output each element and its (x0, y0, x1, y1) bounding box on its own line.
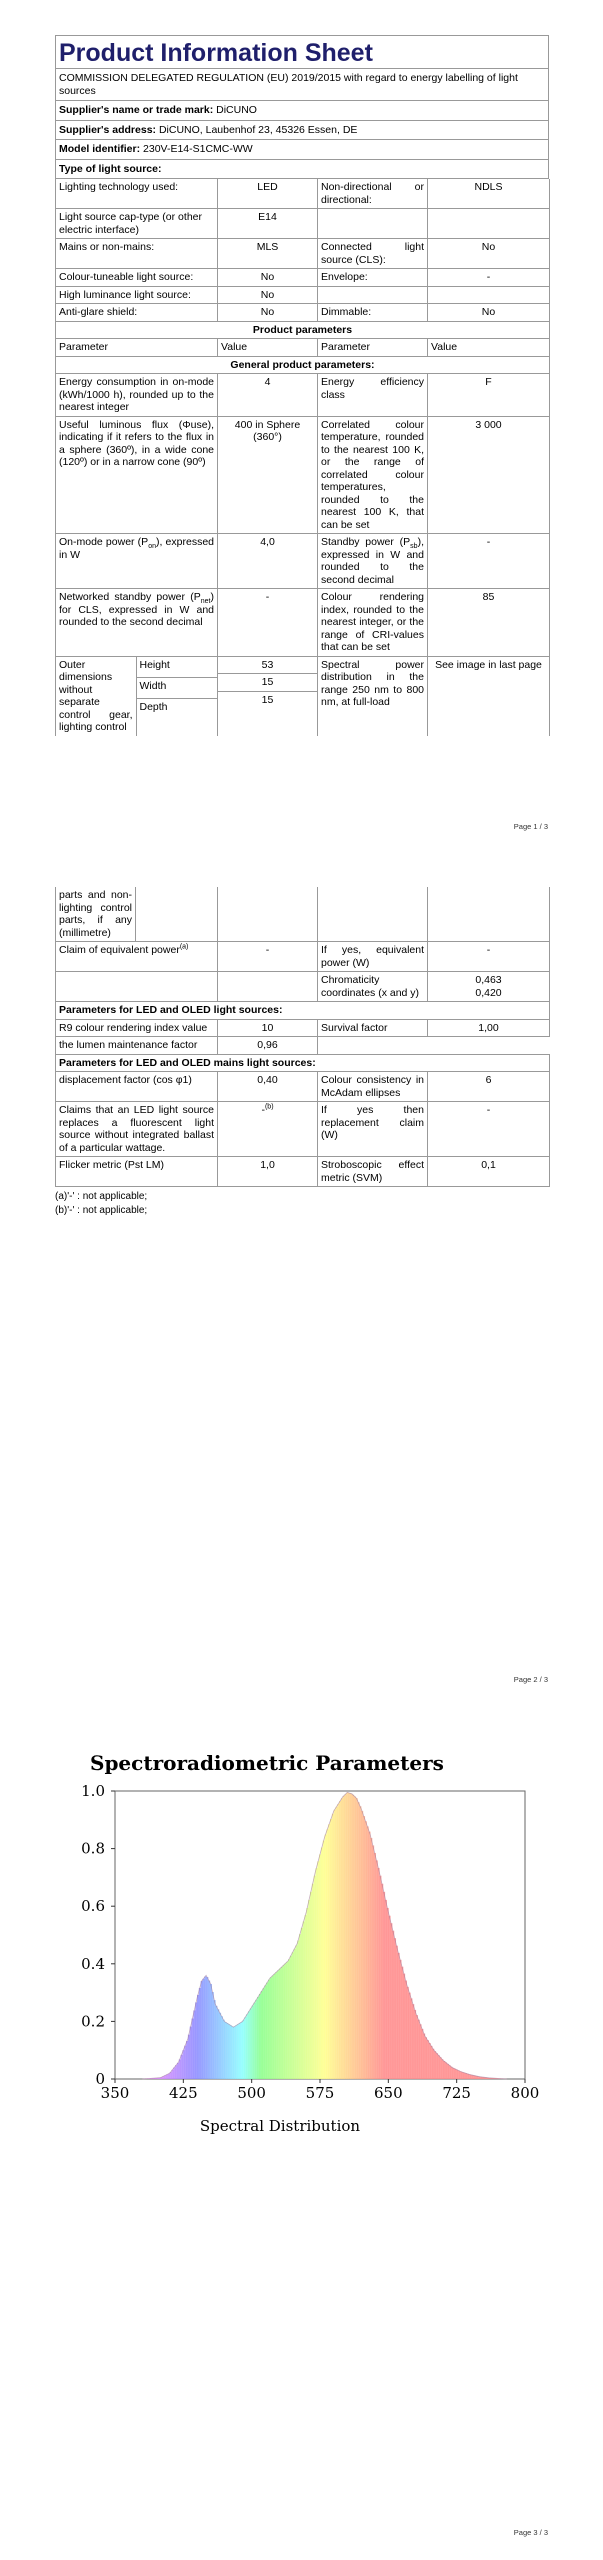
supplier-address-label: Supplier's address: (59, 123, 157, 136)
equivalent-power-label: If yes, equivalent power (W) (318, 942, 428, 972)
table-row (56, 1102, 550, 1157)
dimensions-label-part1: Outer dimensions without separate control gear, lighting control (56, 657, 136, 736)
x-tick-label: 575 (305, 2084, 335, 2102)
page-number: Page 1 / 3 (513, 822, 548, 831)
replacement-claim-label: If yes then replacement claim (W) (318, 1102, 428, 1157)
table-row (56, 656, 550, 736)
chromaticity-value: 0,463 0,420 (428, 972, 550, 1002)
spd-label: Spectral power distribution in the range 250 nm to 800 nm, at full-load (318, 656, 428, 736)
table-row (56, 321, 550, 339)
table-row (56, 1072, 550, 1102)
survival-value: 1,00 (428, 1019, 550, 1037)
standby-label: Standby power $(P_{sb})$, expressed in W and rounded to the second decimal (318, 534, 428, 589)
supplier-address-row (55, 121, 549, 141)
table-row (56, 1054, 550, 1072)
cri-label: Colour rendering index, rounded to the nearest integer, or the range of CRI-values that can be set (318, 589, 428, 657)
high-luminance-label: High luminance light source: (56, 286, 218, 304)
networked-standby-label: Networked standby power $(P_{net})$ for CLS, expressed in W and rounded to the second decimal (56, 589, 218, 657)
envelope-label: Envelope: (318, 269, 428, 287)
x-tick-label: 800 (510, 2084, 540, 2102)
table-row (56, 209, 550, 239)
led-parameters-header: Parameters for LED and OLED light sources: (56, 1002, 550, 1020)
lumen-maintenance-value: 0,96 (218, 1037, 318, 1055)
model-identifier-label: Model identifier: (59, 143, 141, 155)
table-row (56, 1157, 550, 1187)
flicker-value: 1,0 (218, 1157, 318, 1187)
y-tick-label: 1.0 (81, 1782, 105, 1800)
onmode-label: On-mode power $(P_{on})$, expressed in W (56, 534, 218, 589)
tech-label: Lighting technology used: (56, 179, 218, 209)
table-row (56, 942, 550, 972)
colour-consistency-label: Colour consistency in McAdam ellipses (318, 1072, 428, 1102)
type-of-light-source-header: Type of light source: (55, 160, 549, 180)
light-source-table (55, 179, 550, 736)
table-row (56, 179, 550, 209)
svm-value: 0,1 (428, 1157, 550, 1187)
equivalent-power-claim-label: Claim of equivalent power$^{(a)}$ (56, 942, 218, 972)
directional-label: Non-directional or directional: (318, 179, 428, 209)
mains-label: Mains or non-mains: (56, 239, 218, 269)
x-tick-label: 500 (237, 2084, 266, 2102)
product-information-sheet (55, 35, 549, 736)
table-row (56, 374, 550, 417)
directional-value: NDLS (428, 179, 550, 209)
energy-value: 4 (218, 374, 318, 417)
energy-label: Energy consumption in on-mode (kWh/1000 h), rounded up to the nearest integer (56, 374, 218, 417)
equivalent-power-value: - (428, 942, 550, 972)
supplier-name-value: DiCUNO (216, 104, 257, 116)
fluorescent-claim-label: Claims that an LED light source replaces a fluorescent light source without integrated ballast of a particular wattage. (56, 1102, 218, 1157)
y-tick-label: 0.4 (81, 1954, 105, 1973)
tech-value: LED (218, 179, 318, 209)
equivalent-power-claim-value: - (218, 942, 318, 972)
product-information-sheet-continued (55, 887, 549, 1218)
table-row (56, 286, 550, 304)
table-row (56, 269, 550, 287)
mains-value: MLS (218, 239, 318, 269)
mains-parameters-header: Parameters for LED and OLED mains light sources: (56, 1054, 550, 1072)
x-axis-label: Spectral Distribution (199, 2117, 361, 2135)
supplier-name-row (55, 101, 549, 121)
flux-label: Useful luminous flux (Φuse), indicating if it refers to the flux in a sphere (360º), in a wide cone (120º) or in a narrow cone (90º) (56, 416, 218, 534)
general-parameters-header: General product parameters: (56, 356, 550, 374)
sheet-title: Product Information Sheet (55, 35, 549, 68)
r9-label: R9 colour rendering index value (56, 1019, 218, 1037)
col-parameter: Parameter (318, 339, 428, 357)
anti-glare-value: No (218, 304, 318, 322)
spectral-distribution-chart (60, 1781, 540, 2161)
height-label: Height (136, 657, 218, 678)
cct-value: 3 000 (428, 416, 550, 534)
eec-label: Energy efficiency class (318, 374, 428, 417)
chromaticity-label: Chromaticity coordinates (x and y) (318, 972, 428, 1002)
cls-label: Connected light source (CLS): (318, 239, 428, 269)
chart-title: Spectroradiometric Parameters (90, 1751, 444, 1775)
colour-tuneable-label: Colour-tuneable light source: (56, 269, 218, 287)
page-2 (0, 853, 603, 1706)
x-tick-label: 425 (169, 2084, 198, 2102)
page-number: Page 2 / 3 (513, 1675, 548, 1684)
page-number: Page 3 / 3 (513, 2528, 548, 2537)
cri-value: 85 (428, 589, 550, 657)
eec-value: F (428, 374, 550, 417)
x-tick-label: 650 (374, 2084, 403, 2102)
fluorescent-claim-value: -$^{(b)}$ (218, 1102, 318, 1157)
model-identifier-row (55, 140, 549, 160)
col-value: Value (428, 339, 550, 357)
table-row (56, 1037, 550, 1055)
col-parameter: Parameter (56, 339, 218, 357)
cls-value: No (428, 239, 550, 269)
product-parameters-header: Product parameters (56, 321, 550, 339)
flux-value: 400 in Sphere (360°) (218, 416, 318, 534)
high-luminance-value: No (218, 286, 318, 304)
table-row (56, 339, 550, 357)
page-1 (0, 0, 603, 853)
x-tick-label: 350 (100, 2084, 130, 2102)
spd-value: See image in last page (428, 656, 550, 736)
anti-glare-label: Anti-glare shield: (56, 304, 218, 322)
r9-value: 10 (218, 1019, 318, 1037)
dimmable-value: No (428, 304, 550, 322)
footnote-a: (a)'-' : not applicable; (55, 1191, 148, 1202)
dimmable-label: Dimmable: (318, 304, 428, 322)
displacement-factor-value: 0,40 (218, 1072, 318, 1102)
onmode-value: 4,0 (218, 534, 318, 589)
col-value: Value (218, 339, 318, 357)
table-row (56, 972, 550, 1002)
parameters-table-continued (55, 887, 550, 1187)
table-row (56, 356, 550, 374)
depth-label: Depth (136, 699, 218, 720)
cap-label: Light source cap-type (or other electric interface) (56, 209, 218, 239)
depth-value: 15 (218, 691, 317, 708)
survival-label: Survival factor (318, 1019, 428, 1037)
table-row (56, 1019, 550, 1037)
table-row (56, 416, 550, 534)
standby-value: - (428, 534, 550, 589)
width-value: 15 (218, 674, 317, 692)
table-row (56, 887, 550, 942)
flicker-label: Flicker metric (Pst LM) (56, 1157, 218, 1187)
cct-label: Correlated colour temperature, rounded to the nearest 100 K, or the range of correlated colour temperatures, rounded to the nearest 100 K, that can be set (318, 416, 428, 534)
lumen-maintenance-label: the lumen maintenance factor (56, 1037, 218, 1055)
table-row (56, 589, 550, 657)
y-tick-label: 0 (95, 2070, 105, 2088)
table-row (56, 239, 550, 269)
y-tick-label: 0.6 (81, 1897, 105, 1916)
y-tick-label: 0.8 (81, 1839, 105, 1858)
model-identifier-value: 230V-E14-S1CMC-WW (143, 143, 253, 155)
table-row (56, 304, 550, 322)
replacement-claim-value: - (428, 1102, 550, 1157)
y-tick-label: 0.2 (81, 2012, 105, 2031)
displacement-factor-label: displacement factor (cos φ1) (56, 1072, 218, 1102)
envelope-value: - (428, 269, 550, 287)
colour-tuneable-value: No (218, 269, 318, 287)
footnote-b: (b)'-' : not applicable; (55, 1205, 148, 1216)
supplier-name-label: Supplier's name or trade mark: (59, 104, 214, 116)
dimensions-label-part2: parts and non-lighting control parts, if any (millimetre) (56, 887, 136, 942)
table-row (56, 534, 550, 589)
cap-value: E14 (218, 209, 318, 239)
height-value: 53 (218, 657, 317, 674)
svm-label: Stroboscopic effect metric (SVM) (318, 1157, 428, 1187)
width-label: Width (136, 677, 218, 698)
regulation-text: COMMISSION DELEGATED REGULATION (EU) 2019/2015 with regard to energy labelling of light sources (55, 68, 549, 101)
networked-standby-value: - (218, 589, 318, 657)
page-3 (0, 1706, 603, 2559)
x-tick-label: 725 (442, 2084, 471, 2102)
colour-consistency-value: 6 (428, 1072, 550, 1102)
supplier-address-value: DiCUNO, Laubenhof 23, 45326 Essen, DE (158, 123, 358, 136)
table-row (56, 1002, 550, 1020)
